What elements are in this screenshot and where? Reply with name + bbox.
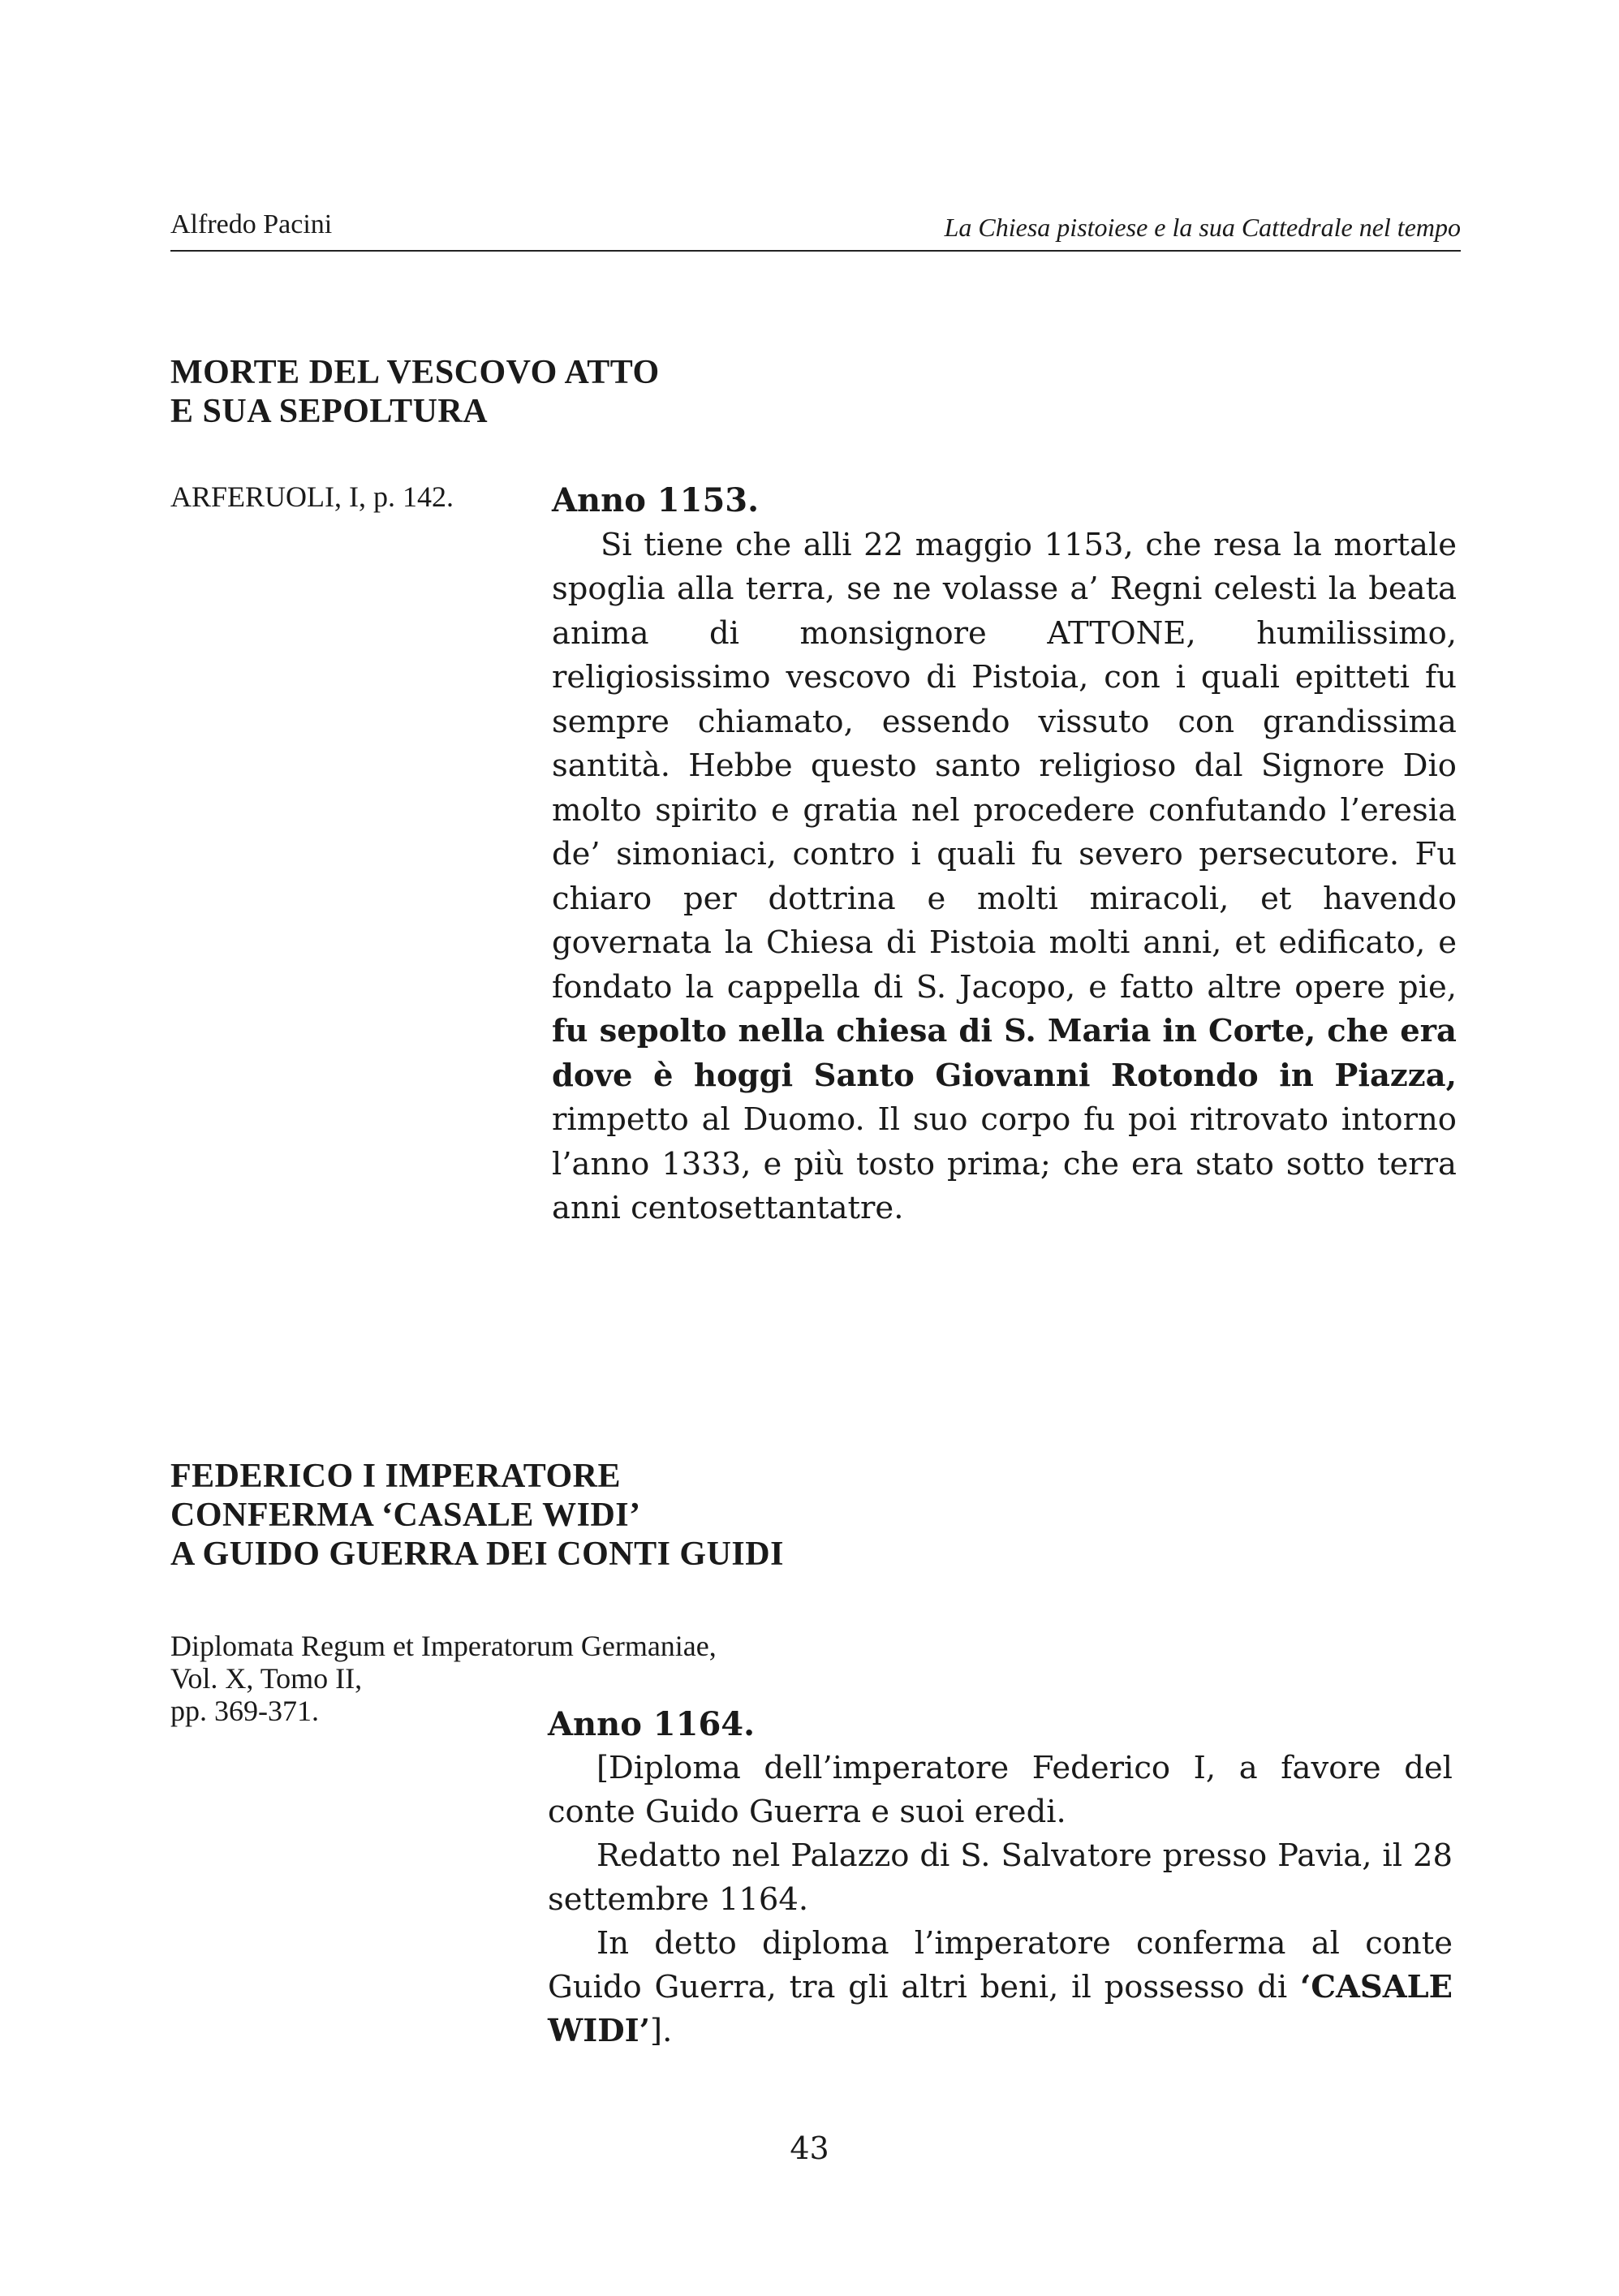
section2-body [548, 1703, 1453, 2053]
source-line: ARFERUOLI, I, p. 142. [170, 480, 454, 513]
body-paragraph: Redatto nel Palazzo di S. Salvatore presso Pavia, il 28 settembre 1164. [548, 1837, 1453, 1918]
section1-body [552, 479, 1457, 1231]
source-line: Vol. X, Tomo II, [170, 1662, 363, 1695]
source-line: Diplomata Regum et Imperatorum Germaniae, [170, 1630, 717, 1662]
section-title-line: MORTE DEL VESCOVO ATTO [170, 354, 660, 391]
bold-emphasis: fu sepolto nella chiesa di S. Maria in Corte, che era dove è hoggi Santo Giovanni Rotondo in Piazza, [552, 1013, 1457, 1094]
page-number: 43 [790, 2130, 829, 2166]
header-rule [170, 250, 1461, 252]
section-title-line: FEDERICO I IMPERATORE [170, 1458, 622, 1495]
running-header-author: Alfredo Pacini [170, 209, 333, 239]
section-title-morte [170, 353, 660, 431]
source-line: pp. 369-371. [170, 1695, 319, 1727]
bold-emphasis: ‘CASALE WIDI’ [548, 1969, 1453, 2049]
section-title-line: CONFERMA ‘CASALE WIDI’ [170, 1497, 641, 1534]
body-paragraph [548, 1922, 1453, 2053]
year-heading: Anno 1153. [552, 481, 760, 519]
section-title-line: A GUIDO GUERRA DEI CONTI GUIDI [170, 1536, 784, 1573]
body-paragraph [552, 523, 1457, 1231]
body-text: ]. [650, 2013, 673, 2049]
section-title-federico [170, 1457, 784, 1574]
source-arferuoli [170, 480, 454, 513]
section-title-line: E SUA SEPOLTURA [170, 393, 489, 430]
body-paragraph: [Diploma dell’imperatore Federico I, a favore del conte Guido Guerra e suoi eredi. [548, 1750, 1453, 1830]
body-text: rimpetto al Duomo. Il suo corpo fu poi ritrovato intorno l’anno 1333, e più tosto prima; che era stato sotto terra anni centosettantatre. [552, 1101, 1457, 1226]
year-heading: Anno 1164. [548, 1705, 756, 1743]
body-text: In detto diploma l’imperatore conferma al conte Guido Guerra, tra gli altri beni, il possesso di [548, 1925, 1453, 2005]
running-header-title: La Chiesa pistoiese e la sua Cattedrale nel tempo [944, 213, 1461, 242]
body-text: Si tiene che alli 22 maggio 1153, che resa la mortale spoglia alla terra, se ne volasse a’ Regni celesti la beata anima di monsignore ATTONE, humilissimo, religiosissimo vescovo di Pistoia, con i quali epitteti fu sempre chiamato, essendo vissuto con grandissima santità. Hebbe questo santo religioso dal Signore Dio molto spirito e gratia nel procedere confutando l’eresia de’ simoniaci, contro i quali fu severo persecutore. Fu chiaro per dottrina e molti miracoli, et havendo governata la Chiesa di Pistoia molti anni, et edificato, e fondato la cappella di S. Jacopo, e fatto altre opere pie, [552, 526, 1457, 1006]
